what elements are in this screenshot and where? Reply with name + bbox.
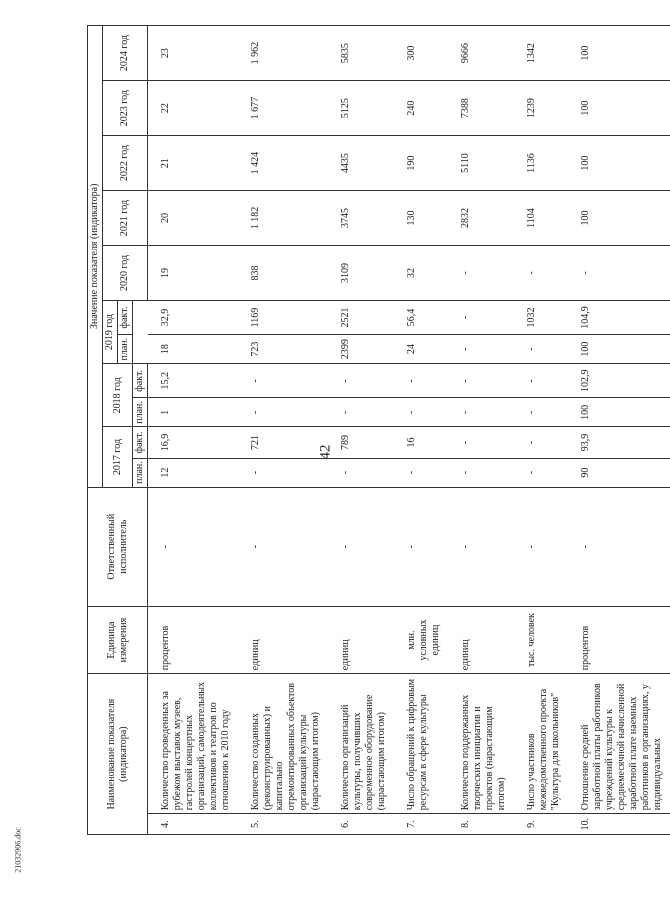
- row-number: 7.: [394, 814, 448, 835]
- table-body: [148, 26, 670, 835]
- value-2017-plan: -: [394, 458, 448, 487]
- indicator-name: Количество созданных (реконструированных) и капитально отремонтированных объектов организаций культуры (нарастающим итогом): [238, 674, 328, 814]
- value-2019-fact: 2521: [328, 300, 394, 334]
- value-2021: 100: [568, 191, 670, 246]
- row-number: 8.: [448, 814, 514, 835]
- value-2023: 240: [394, 81, 448, 136]
- value-2024: 1342: [514, 26, 568, 81]
- value-2019-plan: 100: [568, 335, 670, 364]
- value-2018-fact: -: [514, 364, 568, 398]
- value-2019-fact: 56,4: [394, 300, 448, 334]
- unit-cell: единиц: [328, 606, 394, 673]
- header-2017: 2017 год: [103, 427, 133, 487]
- value-2020: 838: [238, 245, 328, 300]
- unit-cell: единиц: [238, 606, 328, 673]
- value-2019-fact: 1032: [514, 300, 568, 334]
- unit-cell: тыс. человек: [514, 606, 568, 673]
- unit-cell: млн. условных единиц: [394, 606, 448, 673]
- header-indicator-values: Значение показателя (индикатора): [88, 26, 103, 488]
- value-2019-plan: 2399: [328, 335, 394, 364]
- value-2018-fact: -: [328, 364, 394, 398]
- value-2020: -: [568, 245, 670, 300]
- value-2022: 5110: [448, 136, 514, 191]
- value-2019-fact: -: [448, 300, 514, 334]
- value-2021: 1104: [514, 191, 568, 246]
- table-header: [88, 26, 148, 835]
- rotated-table-container: [87, 25, 663, 835]
- value-2021: 130: [394, 191, 448, 246]
- table-row: [238, 26, 328, 835]
- header-name: Наименование показателя (индикатора): [88, 674, 148, 835]
- row-number: 6.: [328, 814, 394, 835]
- value-2018-fact: -: [238, 364, 328, 398]
- table-row: [448, 26, 514, 835]
- indicators-table: [87, 25, 670, 835]
- value-2017-plan: 90: [568, 458, 670, 487]
- executor-cell: -: [568, 487, 670, 606]
- value-2021: 2832: [448, 191, 514, 246]
- value-2023: 22: [148, 81, 239, 136]
- value-2022: 4435: [328, 136, 394, 191]
- value-2018-plan: -: [394, 398, 448, 427]
- value-2020: 3109: [328, 245, 394, 300]
- value-2017-fact: 16,9: [148, 427, 239, 458]
- indicator-name: Отношение средней заработной платы работников учреждений культуры к среднемесячной начисленной заработной плате наемных работников в организациях, у индивидуальных: [568, 674, 670, 814]
- header-2023: 2023 год: [103, 81, 148, 136]
- value-2019-plan: 723: [238, 335, 328, 364]
- row-number: 9.: [514, 814, 568, 835]
- value-2017-fact: 721: [238, 427, 328, 458]
- value-2020: 32: [394, 245, 448, 300]
- value-2024: 300: [394, 26, 448, 81]
- value-2018-fact: -: [394, 364, 448, 398]
- value-2024: 5835: [328, 26, 394, 81]
- table-row: [328, 26, 394, 835]
- indicator-name: Количество поддержанных творческих инициатив и проектов (нарастающим итогом): [448, 674, 514, 814]
- header-2024: 2024 год: [103, 26, 148, 81]
- value-2019-plan: -: [448, 335, 514, 364]
- header-2018-plan: план.: [133, 398, 148, 427]
- unit-cell: единиц: [448, 606, 514, 673]
- executor-cell: -: [394, 487, 448, 606]
- value-2023: 100: [568, 81, 670, 136]
- value-2018-plan: 1: [148, 398, 239, 427]
- indicator-name: Количество проведенных за рубежом выставок музеев, гастролей концертных организаций, самодеятельных коллективов и театров по отношению к 2010 году: [148, 674, 239, 814]
- value-2022: 21: [148, 136, 239, 191]
- value-2022: 1 424: [238, 136, 328, 191]
- value-2019-fact: 32,9: [148, 300, 239, 334]
- value-2018-plan: -: [238, 398, 328, 427]
- header-2019: 2019 год: [103, 300, 118, 363]
- value-2018-fact: 15,2: [148, 364, 239, 398]
- value-2017-fact: -: [514, 427, 568, 458]
- value-2023: 1 677: [238, 81, 328, 136]
- value-2017-plan: 12: [148, 458, 239, 487]
- table-row: [148, 26, 239, 835]
- header-2017-plan: план.: [133, 458, 148, 487]
- value-2017-plan: -: [328, 458, 394, 487]
- value-2019-plan: 18: [148, 335, 239, 364]
- executor-cell: -: [148, 487, 239, 606]
- value-2019-plan: 24: [394, 335, 448, 364]
- executor-cell: -: [328, 487, 394, 606]
- value-2022: 190: [394, 136, 448, 191]
- executor-cell: -: [448, 487, 514, 606]
- value-2022: 100: [568, 136, 670, 191]
- value-2017-fact: 16: [394, 427, 448, 458]
- table-row: [394, 26, 448, 835]
- value-2021: 3745: [328, 191, 394, 246]
- header-2022: 2022 год: [103, 136, 148, 191]
- footer-filename: 21032906.doc: [13, 827, 23, 873]
- header-unit: Единица измерения: [88, 606, 148, 673]
- value-2021: 1 182: [238, 191, 328, 246]
- value-2020: -: [448, 245, 514, 300]
- value-2023: 7388: [448, 81, 514, 136]
- value-2018-plan: -: [328, 398, 394, 427]
- value-2023: 5125: [328, 81, 394, 136]
- header-2019-fact: факт.: [118, 300, 133, 334]
- executor-cell: -: [514, 487, 568, 606]
- value-2017-fact: -: [448, 427, 514, 458]
- value-2017-plan: -: [238, 458, 328, 487]
- header-2020: 2020 год: [103, 245, 148, 300]
- value-2018-fact: -: [448, 364, 514, 398]
- value-2020: 19: [148, 245, 239, 300]
- page-number: 42: [317, 444, 334, 460]
- value-2019-fact: 104,9: [568, 300, 670, 334]
- value-2024: 9666: [448, 26, 514, 81]
- value-2017-fact: 789: [328, 427, 394, 458]
- header-2021: 2021 год: [103, 191, 148, 246]
- value-2022: 1136: [514, 136, 568, 191]
- indicator-name: Число участников межведомственного проекта "Культура для школьников": [514, 674, 568, 814]
- value-2021: 20: [148, 191, 239, 246]
- value-2017-plan: -: [448, 458, 514, 487]
- table-row: [514, 26, 568, 835]
- value-2018-plan: 100: [568, 398, 670, 427]
- row-number: 10.: [568, 814, 670, 835]
- unit-cell: процентов: [148, 606, 239, 673]
- value-2019-fact: 1169: [238, 300, 328, 334]
- indicator-name: Число обращений к цифровым ресурсам в сфере культуры: [394, 674, 448, 814]
- indicator-name: Количество организаций культуры, получивших современное оборудование (нарастающим итогом): [328, 674, 394, 814]
- value-2024: 1 962: [238, 26, 328, 81]
- executor-cell: -: [238, 487, 328, 606]
- value-2024: 23: [148, 26, 239, 81]
- value-2018-plan: -: [514, 398, 568, 427]
- header-2018-fact: факт.: [133, 364, 148, 398]
- value-2023: 1239: [514, 81, 568, 136]
- value-2017-fact: 93,9: [568, 427, 670, 458]
- row-number: 4.: [148, 814, 239, 835]
- header-executor: Ответственный исполнитель: [88, 487, 148, 606]
- value-2017-plan: -: [514, 458, 568, 487]
- value-2018-fact: 102,9: [568, 364, 670, 398]
- value-2018-plan: -: [448, 398, 514, 427]
- value-2024: 100: [568, 26, 670, 81]
- value-2019-plan: -: [514, 335, 568, 364]
- header-2018: 2018 год: [103, 364, 133, 427]
- header-2019-plan: план.: [118, 335, 133, 364]
- row-number: 5.: [238, 814, 328, 835]
- unit-cell: процентов: [568, 606, 670, 673]
- header-2017-fact: факт.: [133, 427, 148, 458]
- value-2020: -: [514, 245, 568, 300]
- table-row: [568, 26, 670, 835]
